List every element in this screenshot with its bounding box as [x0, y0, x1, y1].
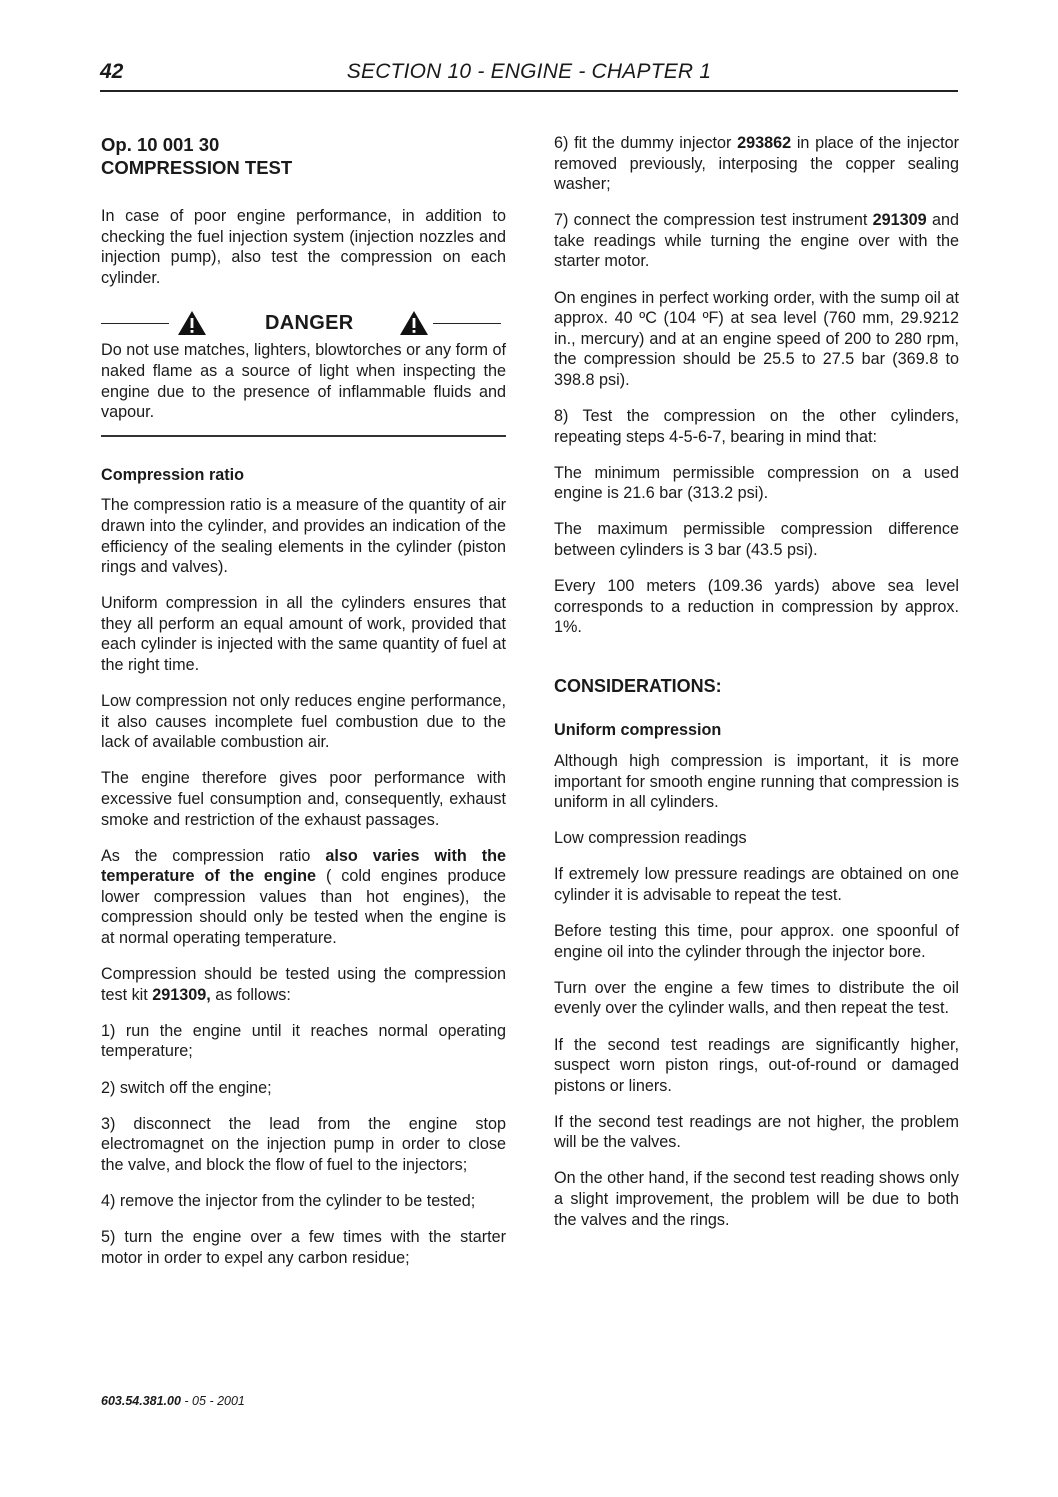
- paragraph: On engines in perfect working order, with the sump oil at approx. 40 ºC (104 ºF) at sea level (760 mm, 29.9212 in., mercury) and at an engine speed of 200 to 280 rpm, the compression should be 25.5 to 27.5 bar (369.8 to 398.8 psi).: [554, 288, 959, 389]
- step: 5) turn the engine over a few times with the starter motor in order to expel any carbon residue;: [101, 1227, 506, 1267]
- intro-paragraph: In case of poor engine performance, in addition to checking the fuel injection system (injection nozzles and injection pump), also test the compression on each cylinder.: [101, 207, 506, 287]
- left-column: [101, 133, 506, 1284]
- operation-heading: [101, 133, 506, 179]
- danger-notice: [101, 340, 506, 436]
- document-date: - 05 - 2001: [180, 1394, 245, 1408]
- paragraph: Although high compression is important, it is more important for smooth engine running that compression is uniform in all cylinders.: [554, 752, 959, 812]
- tool-number: 291309,: [152, 985, 211, 1004]
- warning-triangle-icon: [177, 310, 207, 336]
- right-column: [554, 133, 959, 1246]
- danger-text: Do not use matches, lighters, blowtorches or any form of naked flame as a source of light when inspecting the engine due to the presence of inflammable fluids and vapour.: [101, 341, 506, 422]
- uniform-compression-heading: Uniform compression: [554, 721, 722, 740]
- page-header: [100, 60, 958, 92]
- text-run: in place of the injector removed previously, interposing the copper sealing washer;: [554, 134, 959, 194]
- warning-triangle-icon: [399, 310, 429, 336]
- page-footer: [101, 1394, 245, 1408]
- paragraph: [101, 964, 506, 1005]
- paragraph: If extremely low pressure readings are obtained on one cylinder it is advisable to repeat the test.: [554, 865, 959, 905]
- low-compression-heading: Low compression readings: [554, 829, 747, 848]
- divider: [101, 323, 169, 324]
- tool-number: 293862: [737, 134, 792, 152]
- op-title: COMPRESSION TEST: [101, 157, 293, 178]
- paragraph: Before testing this time, pour approx. one spoonful of engine oil into the cylinder through the injector bore.: [554, 922, 959, 961]
- text-run: As the compression ratio: [101, 846, 326, 865]
- danger-label: DANGER: [265, 312, 354, 335]
- paragraph: [101, 846, 506, 949]
- bold-text: also varies with the temperature of the engine: [101, 846, 507, 886]
- paragraph: On the other hand, if the second test reading shows only a slight improvement, the problem will be due to both the valves and the rings.: [554, 1169, 959, 1229]
- page-number: 42: [100, 60, 124, 83]
- tool-number: 291309: [872, 211, 927, 230]
- paragraph: Low compression not only reduces engine performance, it also causes incomplete fuel combustion due to the lack of available combustion air.: [101, 692, 506, 752]
- op-number: Op. 10 001 30: [101, 134, 220, 155]
- paragraph: If the second test readings are not higher, the problem will be the valves.: [554, 1112, 959, 1152]
- step: 3) disconnect the lead from the engine stop electromagnet on the injection pump in order to close the valve, and block the flow of fuel to the injectors;: [101, 1114, 506, 1174]
- paragraph: Every 100 meters (109.36 yards) above sea level corresponds to a reduction in compression by approx. 1%.: [554, 577, 959, 637]
- text-run: 7) connect the compression test instrument: [554, 211, 873, 230]
- step: 2) switch off the engine;: [101, 1078, 272, 1097]
- document-code: 603.54.381.00: [101, 1394, 181, 1408]
- step: 4) remove the injector from the cylinder to be tested;: [101, 1191, 476, 1210]
- paragraph: Turn over the engine a few times to distribute the oil evenly over the cylinder walls, and then repeat the test.: [554, 978, 959, 1018]
- danger-banner: [101, 310, 506, 336]
- considerations-heading: CONSIDERATIONS:: [554, 675, 722, 696]
- step: [554, 210, 959, 272]
- step: 1) run the engine until it reaches normal operating temperature;: [101, 1021, 506, 1061]
- compression-ratio-heading: Compression ratio: [101, 465, 245, 484]
- section-title: SECTION 10 - ENGINE - CHAPTER 1: [346, 60, 712, 83]
- step: [554, 133, 959, 195]
- divider: [433, 323, 501, 324]
- paragraph: If the second test readings are significantly higher, suspect worn piston rings, out-of-round or damaged pistons or liners.: [554, 1035, 959, 1095]
- text-run: ( cold engines produce lower compression values than hot engines), the compression should only be tested when the engine is at normal operating temperature.: [101, 867, 507, 948]
- text-run: Compression should be tested using the compression test kit: [101, 965, 506, 1004]
- paragraph: The maximum permissible compression difference between cylinders is 3 bar (43.5 psi).: [554, 520, 959, 559]
- paragraph: The minimum permissible compression on a used engine is 21.6 bar (313.2 psi).: [554, 463, 959, 503]
- paragraph: The compression ratio is a measure of the quantity of air drawn into the cylinder, and provides an indication of the efficiency of the sealing elements in the cylinder (piston rings and valves).: [101, 496, 506, 577]
- step: 8) Test the compression on the other cylinders, repeating steps 4-5-6-7, bearing in mind that:: [554, 407, 959, 446]
- paragraph: Uniform compression in all the cylinders ensures that they all perform an equal amount of work, provided that each cylinder is injected with the same quantity of fuel at the right time.: [101, 594, 506, 674]
- text-run: 6) fit the dummy injector: [554, 134, 738, 152]
- text-run: and take readings while turning the engine over with the starter motor.: [554, 211, 959, 271]
- text-run: as follows:: [210, 985, 291, 1004]
- paragraph: The engine therefore gives poor performance with excessive fuel consumption and, consequently, exhaust smoke and restriction of the exhaust passages.: [101, 769, 506, 829]
